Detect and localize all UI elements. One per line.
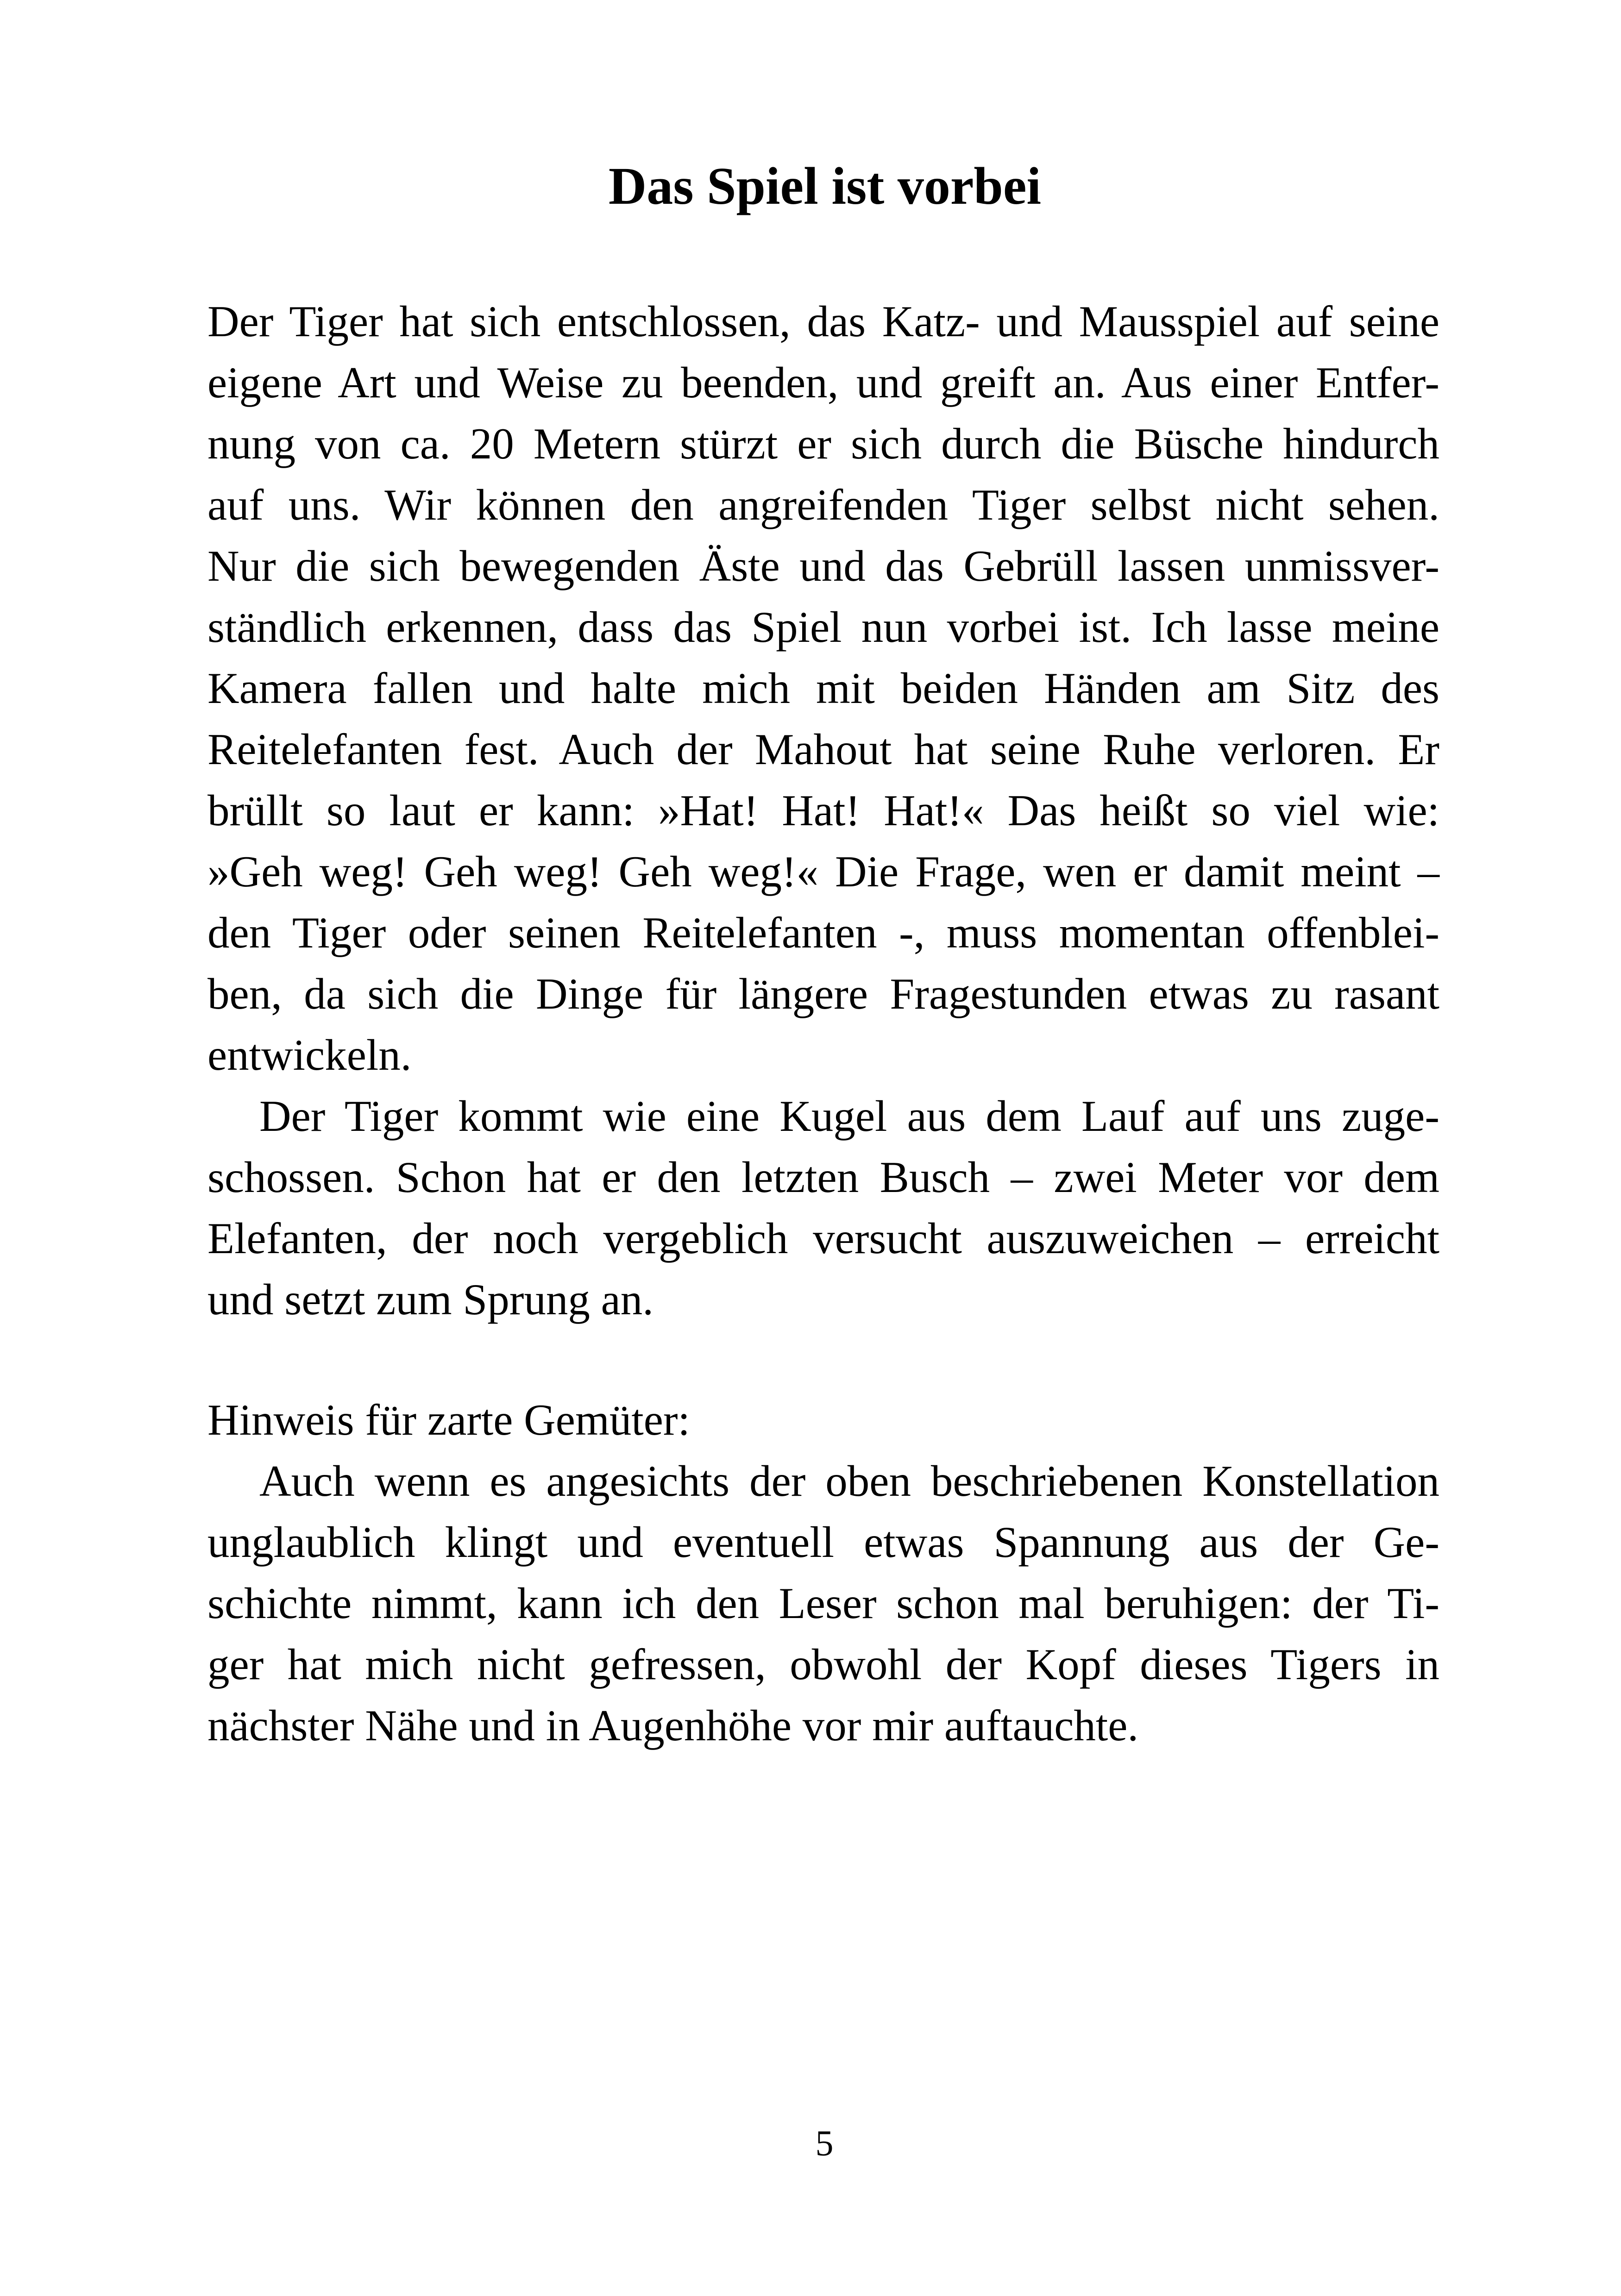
text-line: »Geh weg! Geh weg! Geh weg!« Die Frage, wen er damit meint – — [207, 847, 1439, 896]
text-line: entwickeln. — [207, 1030, 412, 1079]
text-line: Der Tiger hat sich entschlossen, das Katz- und Mausspiel auf seine — [207, 297, 1439, 346]
text-line: ben, da sich die Dinge für längere Fragestunden etwas zu rasant — [207, 969, 1439, 1018]
text-line: ger hat mich nicht gefressen, obwohl der Kopf dieses Tigers in — [207, 1640, 1439, 1689]
body-text — [207, 291, 1439, 1756]
text-line: nung von ca. 20 Metern stürzt er sich durch die Büsche hindurch — [207, 419, 1439, 468]
page-title: Das Spiel ist vorbei — [608, 157, 1042, 215]
text-line: Reitelefanten fest. Auch der Mahout hat seine Ruhe verloren. Er — [207, 725, 1439, 774]
text-line: nächster Nähe und in Augenhöhe vor mir auftauchte. — [207, 1701, 1139, 1750]
page-number: 5 — [815, 2123, 834, 2163]
text-line: Elefanten, der noch vergeblich versucht auszuweichen – erreicht — [207, 1214, 1439, 1263]
text-line: Der Tiger kommt wie eine Kugel aus dem Lauf auf uns zuge- — [259, 1092, 1439, 1141]
paragraph — [207, 1450, 1439, 1756]
text-line: eigene Art und Weise zu beenden, und greift an. Aus einer Entfer- — [207, 358, 1439, 407]
text-line: ständlich erkennen, dass das Spiel nun vorbei ist. Ich lasse meine — [207, 602, 1439, 652]
text-line: Nur die sich bewegenden Äste und das Gebrüll lassen unmissver- — [207, 541, 1439, 590]
text-line: brüllt so laut er kann: »Hat! Hat! Hat!« Das heißt so viel wie: — [207, 786, 1439, 835]
paragraph — [207, 291, 1439, 1085]
text-line: Auch wenn es angesichts der oben beschriebenen Konstellation — [259, 1456, 1439, 1506]
text-line: den Tiger oder seinen Reitelefanten -, muss momentan offenblei- — [207, 908, 1439, 957]
paragraph-gap — [207, 1330, 1439, 1389]
text-line: schossen. Schon hat er den letzten Busch – zwei Meter vor dem — [207, 1153, 1439, 1202]
text-line: auf uns. Wir können den angreifenden Tiger selbst nicht sehen. — [207, 480, 1439, 529]
note-heading — [207, 1389, 1439, 1450]
text-line: Kamera fallen und halte mich mit beiden Händen am Sitz des — [207, 664, 1439, 713]
text-line: unglaublich klingt und eventuell etwas Spannung aus der Ge- — [207, 1518, 1439, 1567]
paragraph — [207, 1085, 1439, 1330]
text-line: und setzt zum Sprung an. — [207, 1275, 654, 1324]
text-line: Hinweis für zarte Gemüter: — [207, 1395, 690, 1444]
text-line: schichte nimmt, kann ich den Leser schon mal beruhigen: der Ti- — [207, 1579, 1439, 1628]
